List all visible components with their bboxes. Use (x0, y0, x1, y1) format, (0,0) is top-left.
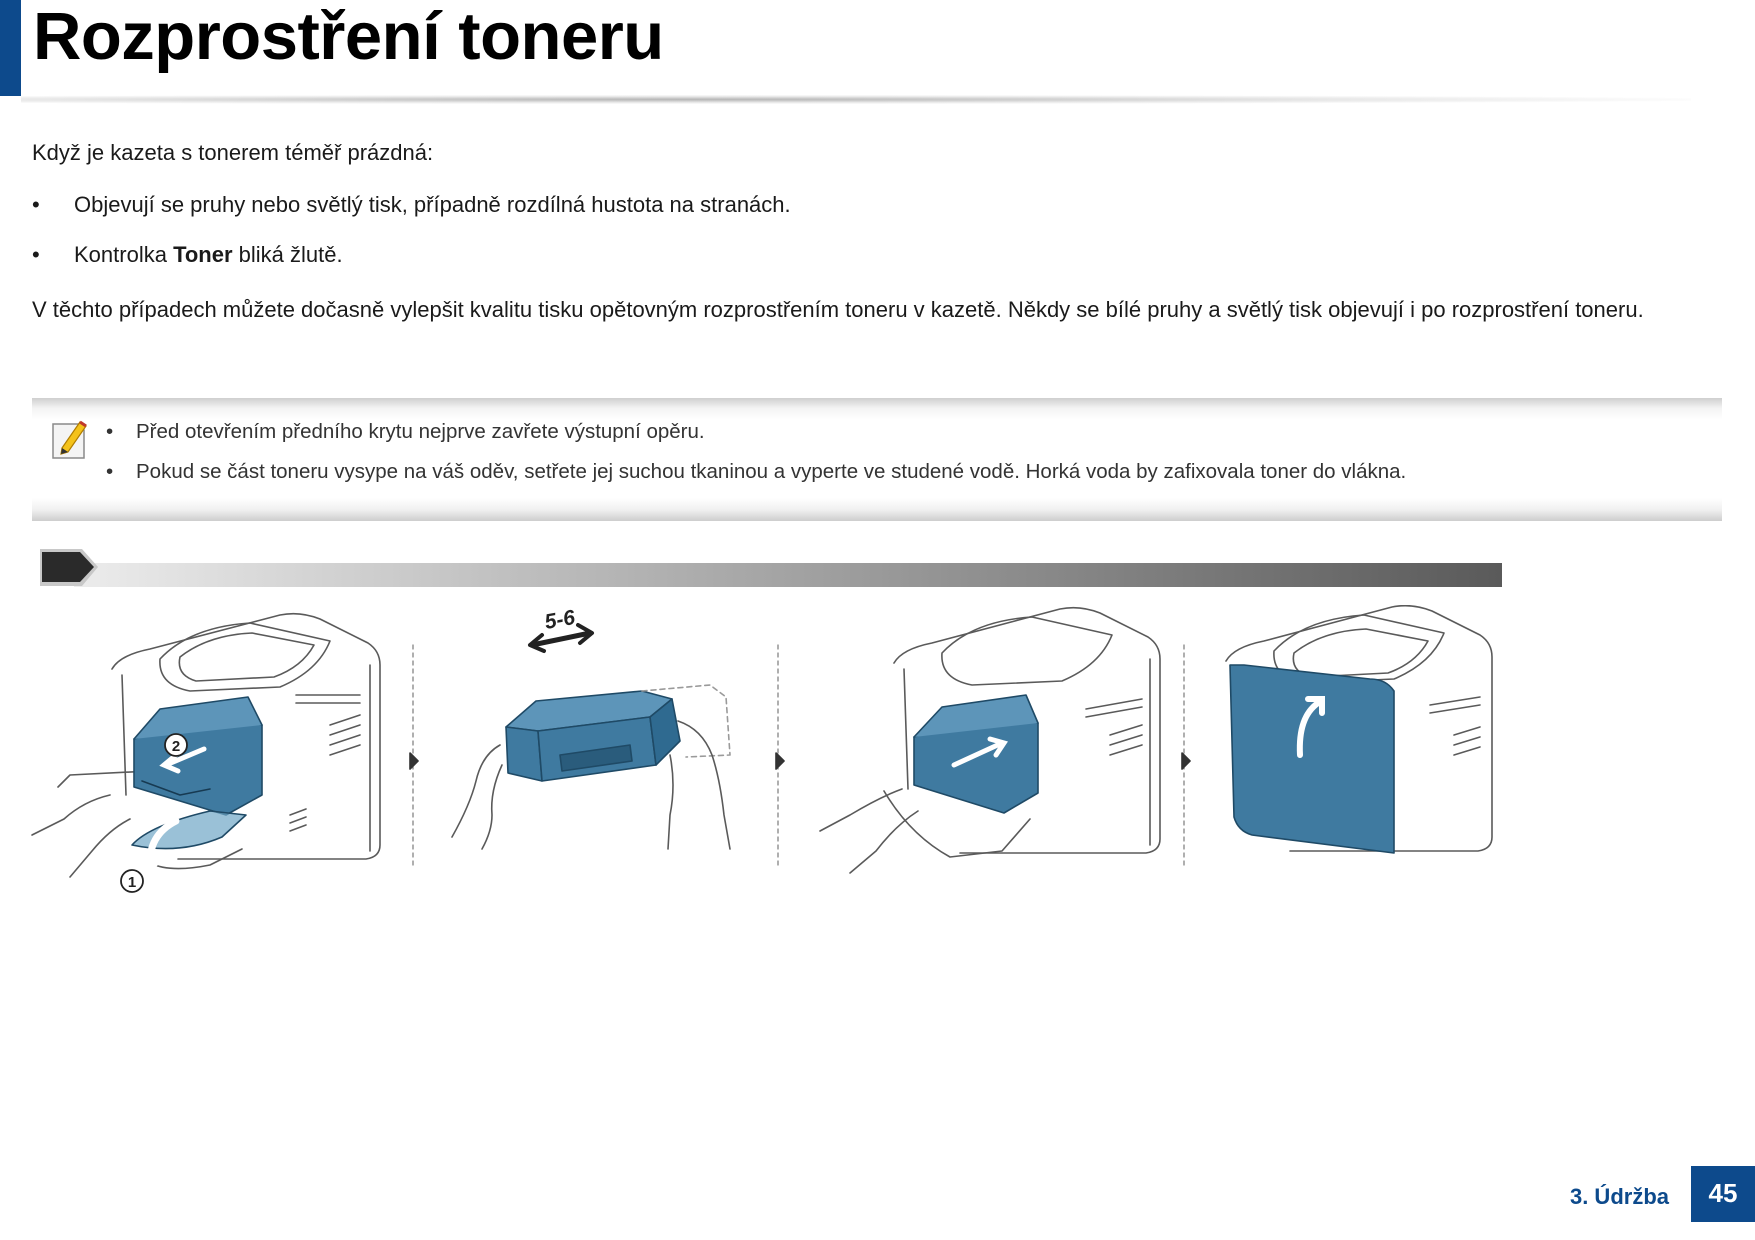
title-accent-bar (0, 0, 21, 96)
note-item (106, 420, 1406, 460)
body-paragraph: V těchto případech můžete dočasně vylepšit kvalitu tisku opětovným rozprostřením toneru v kazetě. Někdy se bílé pruhy a světlý tisk objevují i po rozprostření toneru. (32, 297, 1644, 322)
illustration-strip (30, 605, 1500, 895)
note-pencil-icon (48, 418, 90, 462)
note-box (32, 398, 1722, 521)
step-badge-1 (121, 870, 143, 892)
bullet-dot: • (32, 242, 40, 267)
list-item (32, 192, 791, 242)
bullet-dot: • (106, 420, 114, 443)
note-list (106, 420, 1406, 500)
printer-panel-close (1226, 606, 1492, 853)
shake-count-label: 5-6 (542, 606, 577, 634)
page-title: Rozprostření toneru (33, 0, 664, 74)
toner-keyword: Toner (173, 242, 233, 267)
step-banner (38, 546, 1502, 590)
step-badge-label: 2 (171, 738, 181, 755)
section-label: 3. Údržba (1569, 1184, 1669, 1209)
cartridge-panel-1 (132, 697, 262, 849)
title-divider (21, 95, 1691, 104)
list-item (32, 242, 791, 292)
page-number: 45 (1691, 1166, 1755, 1222)
list-item-text-before: Kontrolka (74, 242, 174, 267)
cartridge-shake-panel (452, 685, 730, 849)
intro-text: Když je kazeta s tonerem téměř prázdná: (32, 140, 434, 165)
symptom-list (32, 192, 791, 292)
bullet-dot: • (32, 192, 40, 217)
note-item (106, 460, 1406, 500)
note-item-text: Před otevřením předního krytu nejprve zavřete výstupní opěru. (136, 420, 705, 443)
step-badge-2 (165, 734, 187, 756)
step-badge-label: 1 (127, 874, 137, 891)
list-item-text: Objevují se pruhy nebo světlý tisk, případně rozdílná hustota na stranách. (74, 192, 791, 217)
bullet-dot: • (106, 460, 114, 483)
note-item-text: Pokud se část toneru vysype na váš oděv, setřete jej suchou tkaninou a vyperte ve studené vodě. Horká voda by zafixovala toner do vlákna. (136, 460, 1407, 483)
list-item-text-after: bliká žlutě. (232, 242, 343, 267)
